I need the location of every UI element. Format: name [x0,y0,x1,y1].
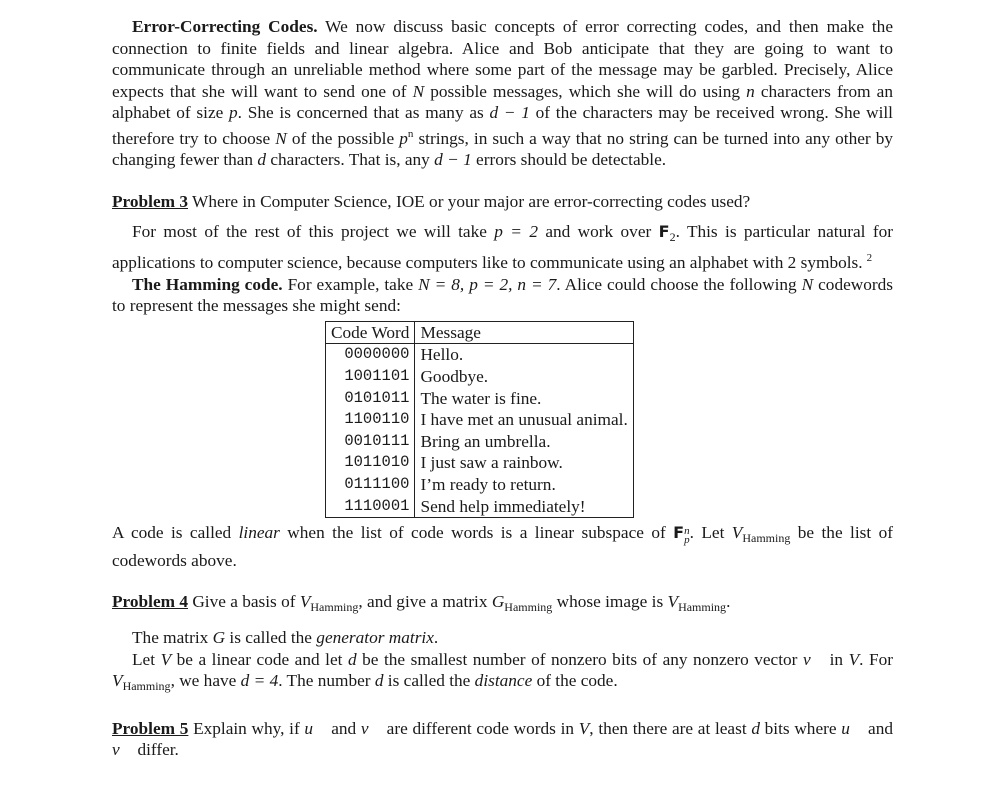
intro-paragraph [112,16,893,171]
intro-text: strings, in such a way that no string can be turned into any other by changing fewer than [112,128,894,170]
table-row [326,431,634,453]
intro-text: We now discuss basic concepts of error correcting codes, and then make the connection to finite fields and linear algebra. Alice and Bob anticipate that they are going to want to communicate through an unreliable method where some part of the message may be garbled. Precisely, Alice expects that she will want to send one of [112,17,893,101]
field-F: F [673,523,685,543]
codeword-table [325,321,634,518]
f2-paragraph [112,221,893,274]
exponent-n: n [407,127,414,140]
f2-text: . This is particular natural for applications to computer science, because computers like to communicate using an alphabet with 2 symbols. [112,221,893,273]
var-p: p [229,103,238,123]
problem-4-text: Give a basis of [188,592,300,612]
problem-5-text: differ. [133,740,179,760]
var-N: N [412,81,425,101]
hamming-paragraph [112,274,893,317]
var-n: n [746,81,755,101]
problem-4-text: whose image is [552,592,668,612]
problem-5-text: and [326,718,361,738]
var-p: p [399,128,408,148]
vector-v: v⃗ [360,718,382,738]
intro-text: of the characters may be received wrong. She will therefore try to choose [112,103,893,148]
var-d: d [347,649,357,669]
problem-5-text: bits where [759,718,842,738]
problem-5-text: are different code words in [381,718,579,738]
code-word-cell: 1011010 [326,452,415,474]
message-cell: I just saw a rainbow. [415,452,633,474]
distance-text: Let [132,649,161,669]
message-cell: I have met an unusual animal. [415,409,633,431]
table-row [326,366,634,388]
problem-4 [112,591,893,619]
problem-5-text: , then there are at least [589,718,752,738]
linear-text: . Let [689,523,732,543]
code-word-cell: 1100110 [326,409,415,431]
var-V: V [112,671,123,691]
field-sup: n [684,525,690,538]
var-V: V [667,592,679,612]
problem-3 [112,191,893,213]
code-word-cell: 0111100 [326,474,415,496]
table-row [326,452,634,474]
problem-4-text: , and give a matrix [358,592,492,612]
hamming-text: For example, take [282,274,419,294]
message-cell: Goodbye. [415,366,633,388]
hamming-text: codewords to represent the messages she might send: [112,274,893,316]
intro-text: characters from an alphabet of size [112,81,893,123]
table-row [326,496,634,518]
math-d-minus-1: d − 1 [489,103,530,123]
var-V: V [578,718,590,738]
intro-text: . She is concerned that as many as [237,103,490,123]
vector-u: u⃗ [304,718,327,738]
distance-text: . For [859,649,893,669]
problem-5-text: Explain why, if [188,718,305,738]
linear-text: A code is called [112,523,239,543]
var-N: N [801,274,814,294]
f2-text: For most of the rest of this project we will take [132,221,495,241]
generator-text: The matrix [132,628,213,648]
distance-text: be a linear code and let [171,649,348,669]
message-cell: The water is fine. [415,388,633,410]
field-F: F [658,221,670,241]
problem-3-label: Problem 3 [112,191,188,211]
message-cell: Bring an umbrella. [415,431,633,453]
intro-heading: Error-Correcting Codes. [132,17,318,36]
var-G: G [212,628,226,648]
problem-3-text: Where in Computer Science, IOE or your major are error-correcting codes used? [188,191,751,211]
problem-5-text: and [863,718,893,738]
message-cell: I’m ready to return. [415,474,633,496]
table-row [326,388,634,410]
intro-text: possible messages, which she will do using [424,81,747,101]
distance-paragraph [112,649,893,698]
intro-text: errors should be detectable. [471,150,667,170]
var-V: V [160,649,172,669]
term-linear: linear [238,523,280,543]
table-row [326,344,634,366]
var-G: G [491,592,505,612]
vector-v: v⃗ [112,740,134,760]
subscript-hamming: Hamming [742,531,791,546]
generator-text: is called the [225,628,317,648]
f2-text: and work over [537,221,659,241]
var-d: d [257,150,267,170]
term-generator-matrix: generator matrix [316,628,434,648]
math-d-equals-4: d = 4 [240,671,279,691]
vector-u: u⃗ [841,718,864,738]
header-code-word: Code Word [326,321,415,344]
subscript-hamming: Hamming [122,679,171,694]
message-cell: Hello. [415,344,633,366]
distance-text: is called the [383,671,475,691]
subscript-hamming: Hamming [504,600,553,615]
table-header-row [326,321,634,344]
message-cell: Send help immediately! [415,496,633,518]
vector-v: v⃗ [802,649,825,669]
var-N: N [275,128,287,148]
generator-text: . [433,628,439,648]
var-V: V [299,592,311,612]
table-row [326,409,634,431]
subscript-hamming: Hamming [310,600,359,615]
table-row [326,474,634,496]
field-subscript: 2 [669,229,676,244]
linear-text: when the list of code words is a linear subspace of [279,523,674,543]
term-distance: distance [474,671,533,691]
code-word-cell: 0101011 [326,388,415,410]
math-parameters: N = 8, p = 2, n = 7 [418,274,557,294]
header-message: Message [415,321,633,344]
code-word-cell: 0000000 [326,344,415,366]
distance-text: in [824,649,849,669]
field-sub: p [684,534,690,547]
math-p-equals-2: p = 2 [494,221,538,241]
linear-text: be the list of codewords above. [112,523,893,570]
problem-5 [112,718,893,761]
var-d: d [374,671,384,691]
problem-4-text: . [726,592,731,612]
problem-4-label: Problem 4 [112,592,188,612]
code-word-cell: 1001101 [326,366,415,388]
var-d: d [751,718,760,738]
intro-text: characters. That is, any [266,150,435,170]
hamming-heading: The Hamming code. [132,274,283,294]
var-V: V [848,649,860,669]
hamming-text: . Alice could choose the following [556,274,802,294]
footnote-marker: 2 [866,252,873,265]
distance-text: , we have [170,671,241,691]
code-word-cell: 0010111 [326,431,415,453]
subscript-hamming: Hamming [678,600,727,615]
problem-5-label: Problem 5 [112,718,189,738]
intro-text: of the possible [286,128,400,148]
distance-text: . The number [278,671,375,691]
distance-text: be the smallest number of nonzero bits of any nonzero vector [356,649,803,669]
var-V: V [731,523,743,543]
document-page [112,16,893,761]
linear-paragraph [112,522,893,571]
code-word-cell: 1110001 [326,496,415,518]
generator-paragraph [112,627,893,649]
distance-text: of the code. [532,671,618,691]
math-d-minus-1: d − 1 [434,150,472,170]
